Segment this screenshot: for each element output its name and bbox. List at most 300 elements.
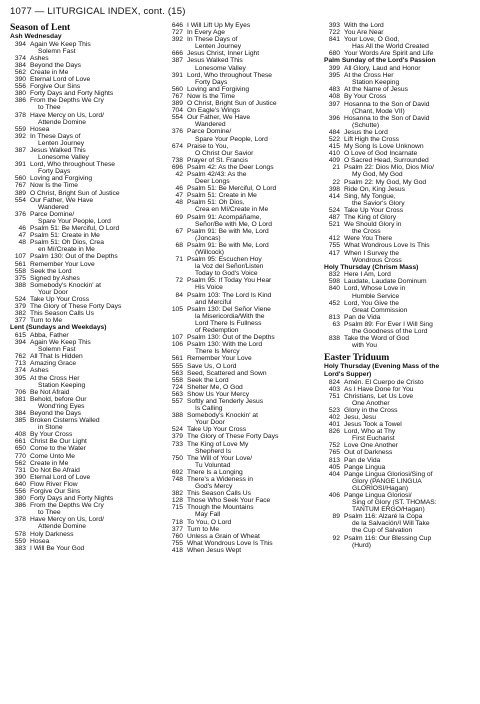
hymn-title	[344, 386, 474, 393]
hymn-number: 397	[328, 100, 340, 108]
index-entry	[10, 317, 160, 324]
index-entry	[324, 242, 474, 249]
hymn-number: 521	[328, 221, 340, 229]
hymn-title	[344, 278, 474, 285]
hymn-title	[30, 516, 160, 530]
index-entry	[10, 161, 160, 175]
hymn-title	[30, 275, 160, 282]
hymn-title-line: On Eagle's Wings	[187, 107, 240, 115]
index-entry	[167, 171, 317, 185]
hymn-title-line: The Glory of These Forty Days	[187, 433, 279, 441]
hymn-number: 765	[328, 449, 340, 457]
hymn-title-line: Prayer of St. Francis	[187, 156, 248, 164]
hymn-title	[30, 41, 160, 55]
hymn-number: 696	[171, 163, 183, 171]
hymn-title	[187, 86, 317, 93]
index-entry	[167, 540, 317, 547]
hymn-number: 841	[328, 36, 340, 44]
hymn-title	[344, 471, 474, 492]
hymn-title	[30, 296, 160, 303]
hymn-title-line: Now Is the Time	[30, 182, 78, 190]
hymn-number: 395	[328, 72, 340, 80]
hymn-title	[187, 228, 317, 242]
hymn-number: 404	[328, 470, 340, 478]
hymn-title-line: Jesus the Lord	[344, 128, 388, 136]
hymn-title	[187, 341, 317, 355]
hymn-title-line: Praise to You,	[187, 142, 229, 150]
section-heading: Season of Lent	[10, 22, 71, 33]
hymn-title-line: From the Depths We Cry	[30, 97, 104, 105]
hymn-number: 42	[175, 170, 183, 178]
hymn-title-line: You Are Near	[344, 29, 384, 37]
hymn-number: 390	[14, 473, 26, 481]
hymn-title-line: Deer Longs	[195, 178, 230, 186]
hymn-title-line: Hosea	[30, 537, 50, 545]
hymn-number: 561	[14, 260, 26, 268]
index-entry	[324, 407, 474, 414]
hymn-title	[344, 442, 474, 449]
index-entry	[324, 93, 474, 100]
hymn-title-line: Out of Darkness	[344, 449, 393, 457]
hymn-title-line: O Christ, Bright Sun of Justice	[30, 189, 120, 197]
hymn-title-line: Hosanna to the Son of David	[344, 100, 430, 108]
index-entry	[10, 481, 160, 488]
hymn-title	[187, 426, 317, 433]
hymn-number: 374	[14, 54, 26, 62]
hymn-title-line: Humble Service	[352, 292, 400, 300]
hymn-title-line: Psalm 130: Del Señor Viene	[187, 305, 271, 313]
hymn-title	[187, 29, 317, 36]
hymn-number: 385	[14, 417, 26, 425]
index-entry	[10, 516, 160, 530]
index-entry	[324, 214, 474, 221]
index-entry	[167, 476, 317, 490]
hymn-title-line: Jesus Christ, Inner Light	[187, 50, 260, 58]
hymn-title-line: Were You There	[344, 235, 393, 243]
hymn-title-line: Broken Cisterns Walled	[30, 417, 100, 425]
hymn-title-line: Turn to Me	[187, 525, 220, 533]
hymn-title-line: My Song Is Love Unknown	[344, 143, 424, 151]
index-entry	[167, 547, 317, 554]
hymn-title-line: Forgive Our Sins	[30, 488, 81, 495]
index-entry	[324, 36, 474, 50]
hymn-title	[30, 76, 160, 83]
hymn-title-line: Remember Your Love	[30, 260, 95, 268]
hymn-title	[344, 457, 474, 464]
hymn-title	[30, 261, 160, 268]
hymn-title-line: This Season Calls Us	[30, 310, 94, 318]
hymn-number: 106	[171, 341, 183, 349]
hymn-title	[30, 396, 160, 410]
hymn-title	[187, 441, 317, 455]
hymn-title	[344, 535, 474, 549]
hymn-title	[30, 211, 160, 225]
hymn-number: 378	[14, 516, 26, 524]
hymn-title-line: Have Mercy on Us, Lord/	[30, 516, 104, 524]
hymn-number: 389	[171, 100, 183, 108]
hymn-number: 722	[328, 29, 340, 37]
hymn-title	[344, 300, 474, 314]
hymn-title-line: Ashes	[30, 54, 49, 62]
hymn-title-line: Psalm 51: Oh Dios,	[187, 199, 245, 207]
hymn-number: 826	[328, 428, 340, 436]
hymn-number: 387	[171, 57, 183, 65]
index-entry	[10, 112, 160, 126]
hymn-title	[187, 412, 317, 426]
hymn-title-line: Has All the World Created	[352, 43, 429, 51]
hymn-title-line: Wandered	[38, 203, 69, 211]
hymn-title	[187, 497, 317, 504]
index-entry	[10, 175, 160, 182]
hymn-number: 396	[328, 114, 340, 122]
hymn-title	[344, 36, 474, 50]
hymn-title-line: Psalm 95: Escuchen Hoy	[187, 256, 262, 264]
hymn-title-line: Though the Mountains	[187, 504, 254, 512]
hymn-number: 762	[14, 353, 26, 361]
hymn-title-line: of Redemption	[195, 327, 239, 335]
hymn-title-line: Psalm 42/43: As the	[187, 170, 247, 178]
hymn-title	[187, 107, 317, 114]
hymn-title-line: Signed by Ashes	[30, 274, 80, 282]
hymn-number: 524	[14, 295, 26, 303]
hymn-title-line: I Will Lift Up My Eyes	[187, 22, 251, 29]
hymn-number: 750	[171, 454, 183, 462]
hymn-title-line: What Wondrous Love Is This	[344, 242, 430, 250]
hymn-number: 48	[175, 199, 183, 207]
hymn-title-line: O Sacred Head, Surrounded	[344, 157, 429, 165]
hymn-title-line: Today to God's Voice	[195, 270, 258, 278]
hymn-number: 767	[171, 92, 183, 100]
hymn-title	[30, 232, 160, 239]
hymn-title	[30, 389, 160, 396]
hymn-title-line: O Christ Our Savior	[195, 149, 254, 157]
hymn-title-line: Glory in the Cross	[344, 406, 398, 414]
hymn-number: 92	[332, 534, 340, 542]
index-entry	[10, 182, 160, 189]
index-entry	[324, 457, 474, 464]
hymn-title	[344, 271, 474, 278]
hymn-number: 408	[14, 431, 26, 439]
hymn-title-line: the Goodness of the Lord	[352, 328, 428, 336]
hymn-number: 415	[328, 143, 340, 151]
hymn-title-line: At the Cross Her	[30, 374, 80, 382]
index-entry	[167, 412, 317, 426]
hymn-title-line: There Is Mercy	[195, 348, 240, 356]
hymn-title-line: Jesus Took a Towel	[344, 421, 402, 429]
hymn-title-line: Ashes	[30, 367, 49, 375]
index-entry	[167, 377, 317, 384]
index-entry	[167, 504, 317, 518]
hymn-number: 731	[14, 466, 26, 474]
hymn-number: 487	[328, 214, 340, 222]
index-entry	[10, 410, 160, 417]
hymn-title	[344, 115, 474, 129]
hymn-number: 484	[328, 128, 340, 136]
hymn-title	[30, 453, 160, 460]
index-entry	[167, 306, 317, 334]
hymn-title-line: Forty Days and Forty Nights	[30, 90, 114, 98]
hymn-title	[344, 22, 474, 29]
hymn-title	[187, 242, 317, 256]
hymn-title	[187, 455, 317, 469]
hymn-title-line: in Stone	[38, 424, 63, 432]
hymn-title	[30, 97, 160, 111]
hymn-number: 562	[14, 459, 26, 467]
hymn-title-line: Psalm 91: Be with Me, Lord	[187, 241, 269, 249]
hymn-title	[30, 182, 160, 189]
hymn-title	[344, 179, 474, 186]
hymn-number: 389	[14, 189, 26, 197]
hymn-title-line: Jesus Walked This	[187, 57, 243, 65]
index-entry	[10, 438, 160, 445]
hymn-number: 824	[328, 378, 340, 386]
hymn-title-line: Psalm 130: With the Lord	[187, 341, 263, 349]
index-entry	[167, 185, 317, 192]
index-entry	[324, 50, 474, 57]
hymn-title-line: Sing, My Tongue,	[344, 192, 396, 200]
index-entry	[324, 414, 474, 421]
hymn-number: 405	[328, 463, 340, 471]
hymn-title-line: (Chant, Mode VII)	[352, 107, 405, 115]
index-entry	[324, 86, 474, 93]
hymn-title	[187, 519, 317, 526]
hymn-number: 558	[171, 376, 183, 384]
hymn-title	[187, 334, 317, 341]
hymn-number: 555	[171, 362, 183, 370]
hymn-title-line: the Cross	[352, 228, 381, 236]
hymn-title-line: Holy Darkness	[30, 530, 74, 538]
index-entry	[324, 129, 474, 136]
hymn-title	[30, 438, 160, 445]
hymn-title-line: la Voz del Señor/Listen	[195, 263, 264, 271]
hymn-number: 706	[14, 388, 26, 396]
hymn-title-line: (Willcock)	[195, 249, 224, 256]
index-entry	[167, 22, 317, 29]
hymn-title	[344, 421, 474, 428]
hymn-title	[187, 164, 317, 171]
hymn-title	[187, 128, 317, 142]
hymn-number: 755	[328, 242, 340, 250]
hymn-title	[187, 72, 317, 86]
hymn-number: 563	[171, 369, 183, 377]
hymn-title	[30, 282, 160, 296]
index-column-3	[324, 22, 474, 549]
subsection-heading: Ash Wednesday	[10, 33, 62, 40]
hymn-title	[344, 157, 474, 164]
hymn-number: 384	[14, 61, 26, 69]
hymn-title-line: GLORIOSI/Hagan)	[352, 484, 409, 492]
hymn-title-line: Psalm 91: Acompáñame,	[187, 213, 262, 221]
hymn-title-line: Again We Keep This	[30, 40, 91, 48]
hymn-title	[344, 379, 474, 386]
hymn-title	[30, 545, 160, 552]
hymn-title-line: Beyond the Days	[30, 409, 81, 417]
hymn-number: 379	[14, 303, 26, 311]
index-entry	[10, 211, 160, 225]
hymn-title-line: Psalm 116: Our Blessing Cup	[344, 534, 432, 542]
hymn-title-line: Laudate, Laudate Dominum	[344, 278, 427, 286]
index-entry	[167, 93, 317, 100]
hymn-title-line: Psalm 42: As the Deer Longs	[187, 163, 274, 171]
hymn-title-line: Lord, You Give the	[344, 299, 400, 307]
index-entry	[10, 296, 160, 303]
hymn-title	[187, 547, 317, 554]
hymn-title	[30, 488, 160, 495]
index-entry	[10, 453, 160, 460]
hymn-number: 399	[328, 65, 340, 73]
index-entry	[167, 100, 317, 107]
index-entry	[324, 464, 474, 471]
index-entry	[324, 321, 474, 335]
hymn-title	[344, 314, 474, 321]
hymn-title-line: I Will Be Your God	[30, 544, 85, 552]
hymn-title	[30, 62, 160, 69]
index-entry	[324, 250, 474, 264]
index-entry	[10, 275, 160, 282]
hymn-title-line: Pange Lingua Gloriosi/	[344, 492, 412, 499]
hymn-title-line: O Christ, Bright Sun of Justice	[187, 100, 277, 108]
hymn-number: 666	[171, 50, 183, 58]
index-entry	[10, 310, 160, 317]
index-entry	[324, 164, 474, 178]
hymn-number: 390	[14, 76, 26, 84]
hymn-number: 107	[14, 253, 26, 261]
hymn-title-line: There's a Wideness in	[187, 476, 253, 483]
hymn-title	[30, 303, 160, 310]
hymn-title-line: Amén. El Cuerpo de Cristo	[344, 378, 424, 386]
hymn-title-line: Come Unto Me	[30, 452, 75, 460]
hymn-number: 760	[171, 532, 183, 540]
hymn-number: 402	[328, 413, 340, 421]
index-entry	[324, 157, 474, 164]
index-entry	[10, 147, 160, 161]
hymn-title-line: Solemn Fast	[38, 47, 76, 55]
hymn-title-line: Psalm 51: Create in Me	[30, 232, 100, 240]
hymn-title	[187, 36, 317, 50]
hymn-title-line: Abba, Father	[30, 331, 69, 339]
hymn-number: 559	[14, 125, 26, 133]
index-entry	[324, 449, 474, 456]
hymn-title-line: Here I Am, Lord	[344, 271, 391, 279]
hymn-number: 713	[14, 360, 26, 368]
hymn-title	[30, 332, 160, 339]
hymn-title-line: Pan de Vida	[344, 456, 381, 464]
hymn-title	[344, 29, 474, 36]
hymn-number: 524	[328, 206, 340, 214]
hymn-title	[344, 193, 474, 207]
index-entry	[10, 445, 160, 452]
hymn-title-line: Jesu, Jesu	[344, 413, 376, 421]
hymn-title	[30, 495, 160, 502]
hymn-title	[344, 72, 474, 86]
hymn-title-line: We Should Glory in	[344, 221, 402, 229]
subsection-heading: Holy Thursday (Chrism Mass)	[324, 263, 419, 271]
hymn-title	[187, 277, 317, 291]
index-entry	[10, 197, 160, 211]
hymn-title-line: Lift High the Cross	[344, 136, 400, 143]
index-entry	[10, 268, 160, 275]
hymn-title	[30, 375, 160, 389]
index-entry	[324, 442, 474, 449]
hymn-number: 751	[328, 392, 340, 400]
index-entry	[324, 386, 474, 393]
hymn-title	[344, 235, 474, 242]
hymn-title-line: (Hurd)	[352, 541, 371, 549]
hymn-title-line: Is Calling	[195, 405, 223, 413]
hymn-title	[344, 464, 474, 471]
hymn-title-line: With the Lord	[344, 22, 384, 29]
index-entry	[167, 242, 317, 256]
hymn-number: 562	[14, 68, 26, 76]
hymn-title-line: At the Name of Jesus	[344, 86, 408, 94]
hymn-title-line: Psalm 22: Dios Mío, Dios Mío/	[344, 164, 434, 172]
hymn-number: 380	[14, 495, 26, 503]
hymn-title	[187, 256, 317, 277]
hymn-title-line: By Your Cross	[344, 93, 387, 101]
hymn-number: 748	[171, 476, 183, 483]
hymn-number: 392	[14, 132, 26, 140]
hymn-title	[187, 391, 317, 398]
index-entry	[10, 97, 160, 111]
hymn-title-line: My God, My God	[352, 171, 403, 179]
hymn-title-line: Christ Be Our Light	[30, 438, 87, 446]
hymn-title	[30, 417, 160, 431]
index-entry	[324, 143, 474, 150]
index-entry	[167, 157, 317, 164]
hymn-title-line: May Fall	[195, 511, 221, 519]
hymn-title-line: Psalm 103: The Lord Is Kind	[187, 291, 272, 299]
index-entry	[167, 519, 317, 526]
index-entry	[10, 225, 160, 232]
hymn-title-line: Our Father, We Have	[30, 196, 94, 204]
hymn-title-line: Señor/Be with Me, O Lord	[195, 220, 272, 228]
index-entry	[10, 90, 160, 97]
hymn-title-line: Psalm 130: Out of the Depths	[30, 253, 118, 261]
hymn-number: 412	[328, 235, 340, 243]
index-entry	[10, 431, 160, 438]
hymn-title	[344, 242, 474, 249]
hymn-number: 377	[171, 525, 183, 533]
subsection-heading: Holy Thursday (Evening Mass of the	[324, 363, 440, 371]
index-entry	[10, 303, 160, 310]
index-entry	[10, 253, 160, 260]
hymn-number: 838	[328, 335, 340, 343]
hymn-number: 46	[175, 185, 183, 193]
hymn-title-line: Psalm 95: If Today You Hear	[187, 277, 272, 285]
index-entry	[167, 441, 317, 455]
hymn-title-line: Turn to Me	[30, 317, 63, 325]
hymn-title	[187, 490, 317, 497]
hymn-title	[30, 431, 160, 438]
hymn-title	[344, 136, 474, 143]
hymn-number: 523	[328, 406, 340, 414]
index-entry	[324, 535, 474, 549]
hymn-number: 524	[171, 426, 183, 434]
hymn-title-line: Psalm 130: Out of the Depths	[187, 334, 275, 342]
hymn-number: 755	[171, 539, 183, 547]
hymn-title-line: Spare Your People, Lord	[38, 217, 111, 225]
index-entry	[10, 332, 160, 339]
hymn-title	[30, 481, 160, 488]
hymn-number: 724	[171, 383, 183, 391]
index-entry	[167, 341, 317, 355]
index-entry	[324, 428, 474, 442]
index-entry	[10, 69, 160, 76]
hymn-title	[344, 393, 474, 407]
hymn-title-line: From the Depths We Cry	[30, 502, 104, 510]
hymn-title-line: Parce Domine/	[30, 210, 75, 218]
index-entry	[167, 334, 317, 341]
